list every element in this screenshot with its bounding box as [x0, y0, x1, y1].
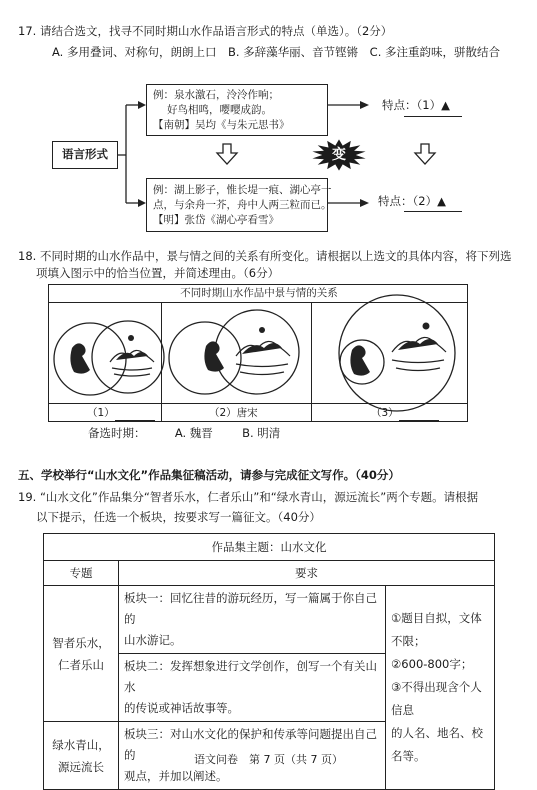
page-footer: 语文问卷 第 7 页（共 7 页） [194, 753, 343, 766]
q17-options: A. 多用叠词、对称句，朗朗上口 B. 多辞藻华丽、音节铿锵 C. 多注重韵味，骈散结合 [52, 45, 501, 59]
block-1-line-b: 山水游记。 [124, 633, 182, 647]
block-2-cell [119, 654, 386, 722]
section-5-heading: 五、学校举行“山水文化”作品集征稿活动，请参与完成征文写作。（40分） [18, 468, 400, 482]
feature-1-label: 特点：（1）▲ [382, 98, 450, 112]
theme-cell: 作品集主题：山水文化 [44, 534, 495, 561]
q18-stem-1: 18. 不同时期的山水作品中，景与情之间的关系有所变化。请根据以上选文的具体内容，将下列选 [18, 249, 512, 263]
rule-1: ①题目自拟，文体不限； [391, 611, 482, 648]
example-1-line-2: 好鸟相鸣，嘤嘤成韵。 [167, 104, 272, 116]
q17-stem: 17. 请结合选文，找寻不同时期山水作品语言形式的特点（单选）。（2分） [18, 24, 393, 38]
choice-a: A. 魏晋 [174, 426, 213, 440]
feature-2-label: 特点：（2）▲ [378, 194, 446, 208]
topic-1-cell [44, 586, 119, 722]
example-1-source: 【南朝】吴均《与朱元思书》 [153, 119, 290, 131]
choice-b: B. 明清 [242, 426, 281, 440]
rule-3-line-a: ③不得出现含个人信息 [391, 680, 482, 717]
topic-2-line-a: 绿水青山， [52, 737, 110, 752]
cell-1-label: （1） [87, 406, 155, 421]
cell-3-label: （3） [371, 406, 439, 421]
rule-3-line-b: 的人名、地名、校名等。 [391, 726, 483, 763]
example-2-source: 【明】张岱《湖心亭看雪》 [153, 214, 279, 226]
topic-2-line-b: 源远流长 [58, 759, 104, 774]
choices-label: 备选时期： [88, 426, 146, 440]
example-1-line-1: 例：泉水激石，泠泠作响； [153, 89, 279, 101]
q19-stem-1: 19. “山水文化”作品集分“智者乐水，仁者乐山”和“绿水青山，源远流长”两个专题。请根据 [18, 490, 479, 504]
example-2-line-2: 点，与余舟一芥，舟中人两三粒而已。 [153, 199, 332, 211]
q18-table-title: 不同时期山水作品中景与情的关系 [180, 287, 338, 299]
block-3-line-b: 观点，并加以阐述。 [124, 769, 228, 783]
topic-1-line-b: 仁者乐山 [58, 657, 104, 672]
header-topic: 专题 [44, 561, 119, 586]
topic-1-line-a: 智者乐水， [52, 635, 110, 650]
example-2-line-1: 例：湖上影子，惟长堤一痕、湖心亭一 [153, 184, 332, 196]
language-form-box: 语言形式 [52, 141, 118, 169]
q18-choices [88, 426, 280, 441]
cell-2-label: （2）唐宋 [209, 407, 258, 419]
rule-2: ②600-800字； [391, 657, 473, 671]
change-label: 变 [332, 147, 346, 163]
block-1-cell [119, 586, 386, 654]
block-2-line-b: 的传说或神话故事等。 [124, 701, 239, 715]
q19-stem-2: 以下提示，任选一个板块，按要求写一篇征文。（40分） [36, 510, 321, 524]
block-2-line-a: 板块二：发挥想象进行文学创作，创写一个有关山水 [124, 659, 377, 694]
block-3-line-a: 板块三：对山水文化的保护和传承等问题提出自己的 [124, 727, 377, 762]
q18-stem-2: 项填入图示中的恰当位置，并简述理由。（6分） [36, 266, 280, 280]
block-1-line-a: 板块一：回忆往昔的游玩经历，写一篇属于你自己的 [124, 591, 377, 626]
header-requirement: 要求 [119, 561, 495, 586]
